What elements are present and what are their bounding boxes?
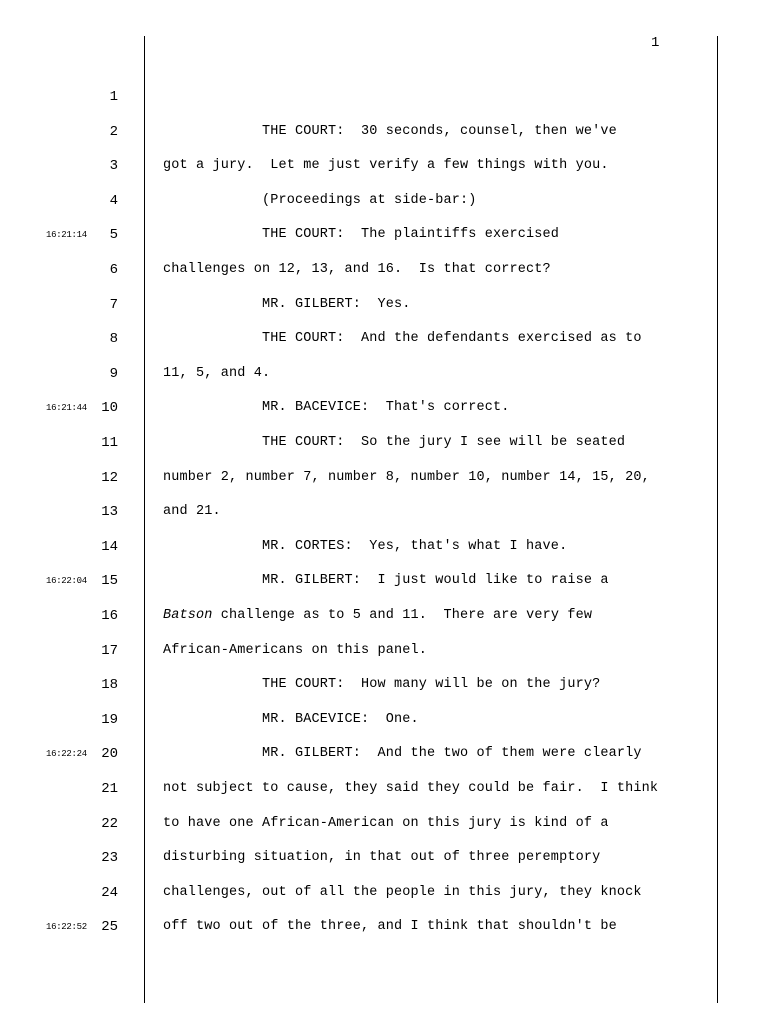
line-number: 1	[109, 89, 118, 105]
line-text: number 2, number 7, number 8, number 10, number 14, 15, 20,	[163, 469, 650, 485]
line-number: 25	[101, 919, 118, 936]
line-number: 15	[101, 573, 118, 590]
line-text: (Proceedings at side-bar:)	[163, 192, 477, 208]
line-number: 6	[109, 262, 118, 278]
line-text: MR. CORTES: Yes, that's what I have.	[163, 538, 568, 554]
line-timestamp: 16:21:44	[46, 403, 87, 414]
line-text: disturbing situation, in that out of three peremptory	[163, 850, 601, 866]
line-text: THE COURT: How many will be on the jury?	[163, 677, 601, 693]
transcript-line	[0, 330, 768, 365]
page-number: 1	[651, 35, 660, 51]
transcript-line	[0, 226, 768, 261]
line-number: 16	[101, 608, 118, 624]
case-name-italic: Batson	[163, 608, 213, 623]
line-number: 12	[101, 469, 118, 486]
line-number: 11	[101, 435, 118, 451]
transcript-line	[0, 607, 768, 642]
line-text: THE COURT: And the defendants exercised as to	[163, 331, 642, 347]
line-number: 22	[101, 815, 118, 832]
transcript-line	[0, 538, 768, 573]
line-number: 2	[109, 123, 118, 140]
transcript-line	[0, 780, 768, 815]
line-number: 7	[109, 296, 118, 313]
line-number: 19	[101, 711, 118, 728]
line-text: MR. GILBERT: Yes.	[163, 296, 411, 312]
line-text: MR. GILBERT: And the two of them were clearly	[163, 746, 642, 762]
transcript-line	[0, 469, 768, 504]
transcript-line	[0, 815, 768, 850]
line-text: and 21.	[163, 504, 221, 520]
line-number: 5	[109, 227, 118, 244]
line-text: off two out of the three, and I think that shouldn't be	[163, 919, 617, 935]
transcript-line	[0, 261, 768, 296]
line-text: not subject to cause, they said they could be fair. I think	[163, 781, 659, 796]
line-text: THE COURT: So the jury I see will be seated	[163, 435, 626, 450]
transcript-line	[0, 572, 768, 607]
transcript-line	[0, 365, 768, 400]
line-text: 11, 5, and 4.	[163, 365, 271, 381]
line-text-rest: challenge as to 5 and 11. There are very few	[212, 608, 593, 623]
line-number: 10	[101, 400, 118, 417]
transcript-line	[0, 399, 768, 434]
line-number: 17	[101, 642, 118, 659]
line-number: 4	[109, 192, 118, 209]
line-number: 18	[101, 677, 118, 694]
line-number: 3	[109, 158, 118, 175]
transcript-line	[0, 745, 768, 780]
transcript-line	[0, 88, 768, 123]
line-timestamp: 16:21:14	[46, 230, 87, 241]
transcript-line	[0, 123, 768, 158]
transcript-line	[0, 192, 768, 227]
line-text: African-Americans on this panel.	[163, 642, 428, 658]
transcript-line	[0, 434, 768, 469]
transcript-line	[0, 918, 768, 953]
transcript-line	[0, 296, 768, 331]
transcript-line	[0, 642, 768, 677]
line-text: MR. BACEVICE: One.	[163, 711, 419, 727]
transcript-line	[0, 157, 768, 192]
transcript-line	[0, 503, 768, 538]
line-number: 8	[109, 331, 118, 348]
transcript-line	[0, 711, 768, 746]
line-timestamp: 16:22:24	[46, 749, 87, 760]
line-timestamp: 16:22:04	[46, 576, 87, 587]
line-text	[163, 607, 708, 625]
line-number: 13	[101, 504, 118, 521]
transcript-line	[0, 676, 768, 711]
line-text: THE COURT: The plaintiffs exercised	[163, 227, 560, 243]
transcript-line	[0, 884, 768, 919]
line-number: 20	[101, 746, 118, 763]
line-text: THE COURT: 30 seconds, counsel, then we've	[163, 123, 617, 139]
line-number: 24	[101, 884, 118, 901]
line-text: to have one African-American on this jury is kind of a	[163, 815, 609, 831]
line-number: 21	[101, 781, 118, 797]
line-text: challenges on 12, 13, and 16. Is that correct?	[163, 262, 551, 277]
transcript-line	[0, 849, 768, 884]
line-number: 23	[101, 850, 118, 867]
line-number: 14	[101, 538, 118, 555]
line-text: challenges, out of all the people in this jury, they knock	[163, 884, 642, 900]
line-text: MR. BACEVICE: That's correct.	[163, 400, 510, 416]
line-text: MR. GILBERT: I just would like to raise a	[163, 573, 609, 589]
line-text: got a jury. Let me just verify a few things with you.	[163, 158, 609, 174]
line-number: 9	[109, 365, 118, 382]
line-timestamp: 16:22:52	[46, 922, 87, 933]
